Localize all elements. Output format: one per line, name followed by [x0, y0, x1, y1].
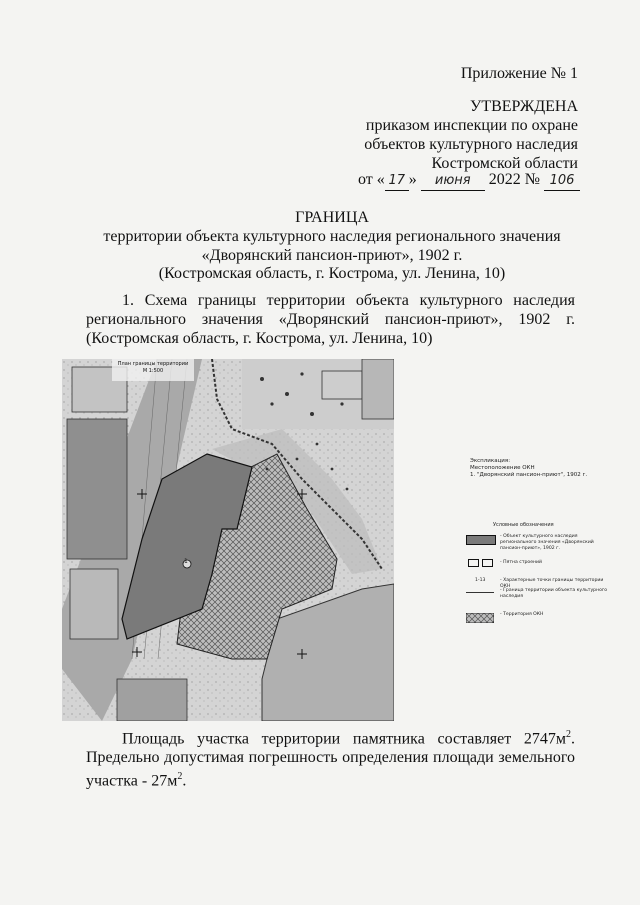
section-1-text: 1. Схема границы территории объекта культурного наследия регионального значения «Дворянский пансион-приют», 1902 г. (Костромская область, г. Кострома, ул. Ленина, 10) — [86, 292, 575, 347]
explication-title: Экспликация: — [470, 458, 511, 464]
order-line-2: объектов культурного наследия — [364, 136, 578, 153]
title-line-2: «Дворянский пансион-приют», 1902 г. — [201, 247, 463, 264]
legend-item-territory: - Территория ОКН — [500, 612, 544, 617]
date-year: 2022 № — [488, 171, 540, 188]
map-drawing — [62, 359, 394, 721]
legend-territory-swatch — [466, 610, 494, 620]
order-date-line — [358, 170, 580, 191]
legend-item-points: - Характерные точки границы территории ОКН — [500, 578, 604, 589]
area-text-2: Предельно допустимая погрешность определения площади земельного участка - 27м — [86, 749, 575, 790]
explication-sub: Местоположение ОКН — [470, 465, 535, 471]
legend-boundary-line — [466, 592, 494, 593]
legend-item-boundary: - Граница территории объекта культурного наследия — [500, 588, 608, 599]
legend-item-object: - Объект культурного наследия регионального значения «Дворянский пансион-приют», 1902 г. — [500, 534, 594, 551]
date-prefix: от « — [357, 171, 385, 188]
area-sup-1: 2 — [566, 729, 571, 740]
date-mid: » — [408, 171, 417, 188]
symbols-title: Условные обозначения — [493, 522, 554, 528]
area-paragraph — [86, 725, 575, 791]
legend-building-swatch-2 — [482, 559, 493, 567]
explication — [470, 458, 610, 479]
plan-title-text: План границы территории — [117, 361, 189, 367]
doc-heading: ГРАНИЦА — [295, 209, 369, 226]
plan-title — [112, 361, 194, 375]
object-marker: 1 — [184, 558, 188, 565]
area-text-1: Площадь участка территории памятника составляет 2747м — [122, 730, 566, 748]
appendix-label: Приложение № 1 — [460, 65, 578, 82]
order-number: 106 — [544, 171, 580, 191]
area-end-1: . — [571, 730, 575, 748]
legend-points-key: 1-13 — [475, 578, 486, 583]
date-month: июня — [421, 171, 485, 191]
title-line-1: территории объекта культурного наследия регионального значения — [103, 228, 561, 245]
plan-scale: М 1:500 — [142, 368, 164, 374]
date-day: 17 — [385, 171, 409, 191]
area-line-1 — [86, 725, 575, 748]
order-line-3: Костромской области — [431, 155, 578, 172]
legend-building-swatch — [468, 559, 479, 567]
approved-label: УТВЕРЖДЕНА — [469, 98, 578, 115]
area-end-2: . — [182, 772, 187, 790]
area-line-2 — [86, 748, 575, 790]
title-line-3: (Костромская область, г. Кострома, ул. Ленина, 10) — [158, 265, 506, 282]
area-sup-2: 2 — [177, 771, 183, 783]
boundary-map — [62, 359, 394, 721]
legend-territory-hatch — [466, 613, 494, 623]
legend-object-swatch — [466, 535, 496, 545]
legend-item-buildings: - Пятна строений — [500, 560, 543, 565]
section-1 — [86, 291, 575, 348]
order-line-1: приказом инспекции по охране — [365, 117, 578, 134]
explication-item: 1. "Дворянский пансион-приют", 1902 г. — [470, 472, 588, 478]
